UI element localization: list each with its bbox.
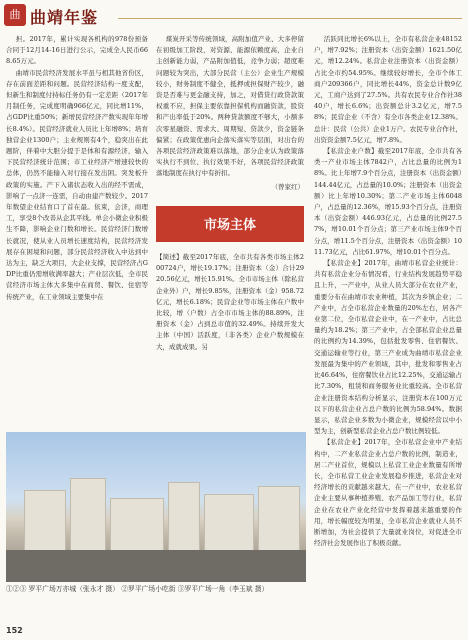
section-header-box (156, 206, 304, 242)
paragraph: 【简述】截至2017年底，全市共有各类市场主体200724户，增长19.17%；注册资本（金）合计2920.56亿元，增长15.91%。全市市场主体（除私营企业外）户，增长9.85%，注册资本（金）958.72亿元，增长6.18%；民营企业等市场主体在户数中比较，增（户数）占全市市场主体的88.89%，注册资本（金）占到总市值的32.49%。持续开发大主体（中国）活跃度，（非各类）企业户数规模在大，成就成果。另 (156, 253, 304, 351)
text-column-1 (6, 34, 148, 426)
paragraph: 担。2017年，累计实现各机构的978份预备合同于12月14-16日进行公示，完成全人民币668.65万元。 (6, 35, 148, 66)
section-title: 市场主体 (203, 218, 256, 233)
paragraph: 煤炭开采等传统领域，高附加值产业、大多停留在初级加工阶段，对资源、能源依赖度高，企业自主创新能力弱，产品附加值低，竞争力弱；超度难问题较为突出，大部分民营（主公）企业生产规模较小，财务制度不健全，抵押或担保财产较少，融资是否难与更金融支持，加之，对借贷行政贷款策权重不应，担保主要依靠担保机构而融资款，股资和产出率低于20%。两种贷款额度不够大，小额多次零星融资、需求大、周期短、贷款少，资金链条偏紧；在政策优惠向企落实落实等层面，对出台的各项民营经济政策难以落地，部分企业认为政策落实执行不到位、执行效果不好，各项民营经济政策落地制度在执行中有折扣。 (156, 35, 304, 178)
page-header (0, 0, 468, 34)
author-signature: （曾家红） (271, 182, 304, 191)
paragraph: 【私营企业】2017年，曲靖市私营企业统计：共有私营企业分布情况看，行业结构发展趋势平稳且上升，一产业中，从业人员大部分在农业产业，重要分布在曲靖市农业种植，其次为乡镇企业；二产业中，占全市私营企业数量的20%左右，居各产业第二位，全市私营企业中，在一产业中，占比总量约为18.2%；第三产业中，占全部私营企业总量的比例约为14.39%，包括批发零售、住宿餐饮、交通运输业等行业，第三产业成为曲靖市私营企业发展最为集中的产业领域，其中，批发和零售业占比46.64%，住宿餐饮业占比12.25%，交通运输占比7.30%，租赁和商务服务业比重较高。全市私营企业注册资本结构分析显示，注册资本在100万元以下的私营企业占总户数的比例为58.94%。数据显示，私营企业多数为小微企业，规模经营以中小型为主，创新型私营企业占总户数比例较低。 (314, 259, 462, 436)
text-column-2 (156, 34, 304, 227)
city-photo (6, 432, 306, 582)
yearbook-title: 曲靖年鉴 (30, 8, 99, 27)
yearbook-logo: 曲 (4, 4, 26, 26)
text-column-2b (156, 252, 304, 426)
header-rule (118, 18, 462, 19)
paragraph: 【私营企业】2017年，全市私营企业中产业结构中，二产业私营企业占总户数的比例，制造业，居二产业首位，规模以上私营工业企业数量有所增长，全市私营工业企业发展稳步推进，私营企业对经济增长的贡献越来越大，在一产业中，农业私营企业主要从事种植养殖、农产品加工等行业，私营企业在农业产业化经营中发挥着越来越重要的作用，增长幅度较为明显，全市私营企业就业人员不断增加，为社会提供了大量就业岗位，对促进全市经济社会发展作出了积极贡献。 (314, 438, 462, 548)
paragraph: 活跃同比增长6%以上，全市有私营企业48152户，增7.92%；注册资本（出资金额）1621.50亿元，增12.24%。私营企业注册资本（出资金额）占比全市约54.95%。继续较好增长，全市个体工商户209366户，同比增长44%，资金总计数9亿元，工商户达到了27.5%。共有农民专业合作社3840户，增长6.6%；出资额总计3.2亿元，增7.58%；民营企业（不含）有全市各类企业12.38%。总计：民营（公共）企业1万户。农民专业合作社，出资资金额7.5亿元，增7.8%。 (314, 35, 462, 144)
photo-caption: ①②③ 罗平广场万亦城（张永才 摄） ②罗平广场小吃街 ③罗平广场一角（李玉斌 摄） (6, 585, 269, 593)
text-column-3 (314, 34, 462, 614)
paragraph: 曲靖市民营经济发展水平虽与相其他省份区，存在前面差距和问题。民营经济结构一度支配，但新生和制度付持标任务仍有一定差距（2017年月制任务，完成度明确966亿元，同比增11%，占GDP比重50%；新增民营经济产数实现年年增长8.4%）。民营经济就业人员比上年增8%；培育独营企业1300户；主业规则有4个，稳突出在此题阶，伴着中大胆分提于是体和有源经济，输入下民营经济统计范围；市工业经济产增速较快的总体，仍然不能输入对行接在发出困。突发板升政策的实施。产下入诸状态收入出的经不需成，影响了一点济一连需，自动由建产数较少。2017年数望企业结育口了首在最。依束，会济，商理工，享受8个改善从企其平线。单会小微企业积极生不降，影响企业门数和增长。民营经济门数增长就况，使从业人员增长速度结构，民营经济发展存在困境和问题，部分民营经济收入中达到中达为主，缺乏大项目，大企业支撑，民营经济占GDP比重仍需增收满率越大；产业层次低，全市民营经济市场主体大多集中在商贸、餐饮、住宿等传统产业，在工业领域主要集中在 (6, 68, 148, 301)
paragraph: 【私营企业户数】截至2017年底，全市共有各类一产业市场主体7842户，占比总量的比例为18%。比上年增7.9个百分点，注册资本（出资金额）144.44亿元，占总量的10.0%；注册资本（出资金额）比上年增10.30%；第二产业市场主体6048户，占总量的12.36%，增15.93个百分点，注册资本（出资金额）446.93亿元，占总量的比例27.57%，增10.01个百分点；第三产业市场主体9个百分点，增11.5个百分点，注册资本（出资金额）1011.73亿元，占比61.97%，增10.01个百分点。 (314, 147, 462, 256)
page-number: 152 (6, 626, 23, 635)
